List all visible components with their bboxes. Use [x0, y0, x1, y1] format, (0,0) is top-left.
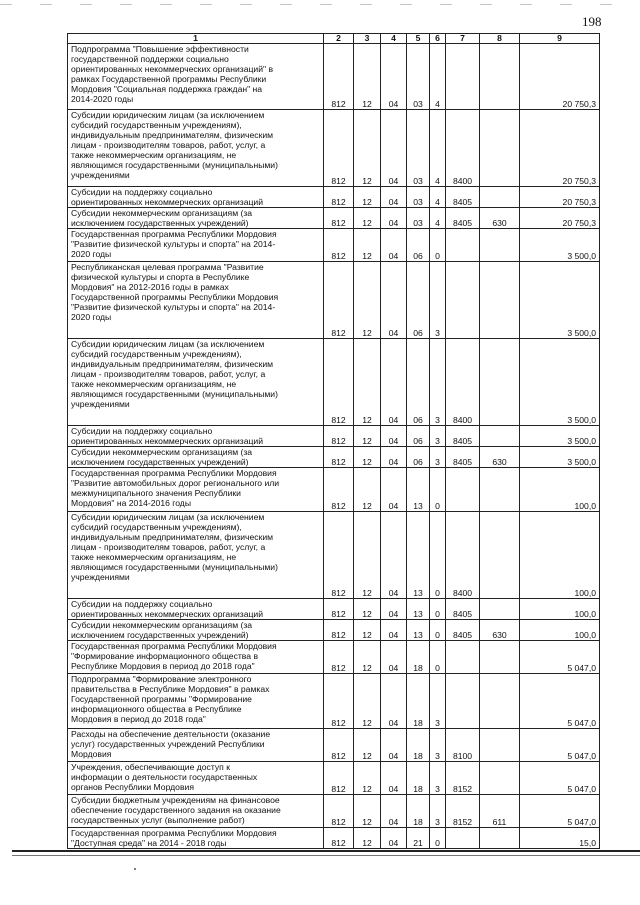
- row-cell-col-9: 100,0: [520, 599, 600, 620]
- row-cell-col-6: 3: [430, 795, 446, 828]
- row-cell-col-4: 04: [381, 44, 407, 110]
- row-cell-col-5: 03: [407, 44, 430, 110]
- row-cell-col-4: 04: [381, 110, 407, 187]
- row-cell-col-3: 12: [354, 447, 381, 468]
- row-cell-col-3: 12: [354, 468, 381, 512]
- header-row: [68, 34, 600, 44]
- row-cell-col-4: 04: [381, 762, 407, 795]
- row-cell-col-9: 5 047,0: [520, 795, 600, 828]
- header-col-5: 5: [407, 34, 430, 44]
- row-cell-col-2: 812: [324, 262, 354, 339]
- bottom-rule: [12, 850, 640, 852]
- row-cell-col-9: 3 500,0: [520, 262, 600, 339]
- row-cell-col-6: 4: [430, 208, 446, 229]
- row-cell-col-8: [480, 44, 520, 110]
- row-name-cell: Субсидии юридическим лицам (за исключением субсидий государственным учреждениям), индивидуальным предпринимателям, физическим лицам - производителям товаров, работ, услуг, а также некоммерческим организациям, не являющимся государственными (муниципальными) учреждениями: [68, 512, 324, 599]
- row-cell-col-8: [480, 512, 520, 599]
- table-row: [68, 795, 600, 828]
- row-name-cell: Субсидии бюджетным учреждениям на финансовое обеспечение государственного задания на оказание государственных услуг (выполнение работ): [68, 795, 324, 828]
- table-row: [68, 262, 600, 339]
- row-cell-col-6: 4: [430, 110, 446, 187]
- row-cell-col-3: 12: [354, 187, 381, 208]
- row-cell-col-5: 13: [407, 620, 430, 641]
- row-cell-col-4: 04: [381, 674, 407, 729]
- header-col-7: 7: [446, 34, 480, 44]
- row-cell-col-4: 04: [381, 187, 407, 208]
- table-row: [68, 599, 600, 620]
- row-cell-col-2: 812: [324, 426, 354, 447]
- row-name-cell: Учреждения, обеспечивающие доступ к информации о деятельности государственных органов Республики Мордовия: [68, 762, 324, 795]
- row-cell-col-9: 5 047,0: [520, 729, 600, 762]
- bottom-rule-thin: [12, 855, 640, 856]
- row-cell-col-2: 812: [324, 208, 354, 229]
- row-cell-col-8: [480, 110, 520, 187]
- header-col-2: 2: [324, 34, 354, 44]
- row-cell-col-2: 812: [324, 762, 354, 795]
- row-cell-col-9: 3 500,0: [520, 426, 600, 447]
- row-name-cell: Субсидии на поддержку социально ориентированных некоммерческих организаций: [68, 426, 324, 447]
- row-cell-col-9: 20 750,3: [520, 187, 600, 208]
- scan-edge-artifact: [0, 4, 640, 5]
- row-cell-col-4: 04: [381, 229, 407, 262]
- row-cell-col-6: 3: [430, 447, 446, 468]
- table-row: [68, 620, 600, 641]
- row-cell-col-2: 812: [324, 729, 354, 762]
- row-cell-col-5: 18: [407, 762, 430, 795]
- row-cell-col-6: 0: [430, 828, 446, 849]
- row-cell-col-5: 06: [407, 339, 430, 426]
- row-cell-col-9: 20 750,3: [520, 208, 600, 229]
- row-cell-col-5: 18: [407, 729, 430, 762]
- row-name-cell: Субсидии некоммерческим организациям (за исключением государственных учреждений): [68, 620, 324, 641]
- row-cell-col-2: 812: [324, 110, 354, 187]
- row-cell-col-8: [480, 599, 520, 620]
- row-cell-col-2: 812: [324, 187, 354, 208]
- row-cell-col-5: 18: [407, 641, 430, 674]
- row-cell-col-9: 3 500,0: [520, 447, 600, 468]
- row-cell-col-2: 812: [324, 229, 354, 262]
- header-col-9: 9: [520, 34, 600, 44]
- row-cell-col-7: 8405: [446, 426, 480, 447]
- table-row: [68, 208, 600, 229]
- row-name-cell: Субсидии некоммерческим организациям (за исключением государственных учреждений): [68, 208, 324, 229]
- row-cell-col-3: 12: [354, 620, 381, 641]
- row-cell-col-5: 03: [407, 110, 430, 187]
- row-cell-col-9: 100,0: [520, 512, 600, 599]
- row-cell-col-3: 12: [354, 599, 381, 620]
- row-cell-col-3: 12: [354, 641, 381, 674]
- row-cell-col-5: 06: [407, 426, 430, 447]
- row-cell-col-6: 0: [430, 641, 446, 674]
- row-cell-col-8: [480, 229, 520, 262]
- row-cell-col-9: 3 500,0: [520, 339, 600, 426]
- row-cell-col-7: [446, 44, 480, 110]
- row-cell-col-8: [480, 468, 520, 512]
- row-cell-col-7: 8405: [446, 447, 480, 468]
- row-cell-col-6: 3: [430, 674, 446, 729]
- row-cell-col-2: 812: [324, 795, 354, 828]
- row-cell-col-4: 04: [381, 641, 407, 674]
- header-col-6: 6: [430, 34, 446, 44]
- row-cell-col-8: [480, 828, 520, 849]
- table-row: [68, 110, 600, 187]
- page-number: 198: [582, 14, 602, 29]
- header-col-1: 1: [68, 34, 324, 44]
- budget-table: [67, 33, 600, 849]
- header-col-4: 4: [381, 34, 407, 44]
- row-cell-col-5: 06: [407, 262, 430, 339]
- table-row: [68, 729, 600, 762]
- row-cell-col-9: 5 047,0: [520, 674, 600, 729]
- row-name-cell: Республиканская целевая программа "Развитие физической культуры и спорта в Республике Мордовия" на 2012-2016 годы в рамках Государственной программы Республики Мордовия "Развитие физической культуры и спорта" на 2014- 2020 годы: [68, 262, 324, 339]
- row-cell-col-2: 812: [324, 512, 354, 599]
- row-name-cell: Государственная программа Республики Мордовия "Развитие физической культуры и спорта" на 2014- 2020 годы: [68, 229, 324, 262]
- row-name-cell: Подпрограмма "Формирование электронного правительства в Республике Мордовия" в рамках Государственной программы "Формирование информационного общества в Республике Мордовия в период до 2018 года": [68, 674, 324, 729]
- table-row: [68, 187, 600, 208]
- row-cell-col-6: 0: [430, 620, 446, 641]
- row-cell-col-5: 03: [407, 187, 430, 208]
- row-cell-col-5: 06: [407, 229, 430, 262]
- row-cell-col-7: 8100: [446, 729, 480, 762]
- table-row: [68, 828, 600, 849]
- row-cell-col-4: 04: [381, 599, 407, 620]
- header-col-3: 3: [354, 34, 381, 44]
- row-cell-col-2: 812: [324, 44, 354, 110]
- row-cell-col-7: 8405: [446, 187, 480, 208]
- row-cell-col-3: 12: [354, 729, 381, 762]
- row-cell-col-6: 4: [430, 187, 446, 208]
- row-cell-col-9: 5 047,0: [520, 762, 600, 795]
- row-cell-col-6: 3: [430, 729, 446, 762]
- row-cell-col-2: 812: [324, 447, 354, 468]
- row-cell-col-5: 13: [407, 599, 430, 620]
- row-cell-col-9: 20 750,3: [520, 110, 600, 187]
- row-cell-col-9: 100,0: [520, 620, 600, 641]
- row-cell-col-2: 812: [324, 620, 354, 641]
- row-cell-col-3: 12: [354, 828, 381, 849]
- table-row: [68, 468, 600, 512]
- row-cell-col-5: 18: [407, 674, 430, 729]
- row-cell-col-3: 12: [354, 512, 381, 599]
- row-cell-col-8: [480, 426, 520, 447]
- row-cell-col-7: 8400: [446, 110, 480, 187]
- table-row: [68, 44, 600, 110]
- row-cell-col-7: 8152: [446, 795, 480, 828]
- row-cell-col-2: 812: [324, 641, 354, 674]
- row-cell-col-4: 04: [381, 828, 407, 849]
- row-cell-col-6: 3: [430, 762, 446, 795]
- row-cell-col-3: 12: [354, 426, 381, 447]
- row-cell-col-8: [480, 762, 520, 795]
- row-cell-col-4: 04: [381, 795, 407, 828]
- table-row: [68, 512, 600, 599]
- table-row: [68, 426, 600, 447]
- row-cell-col-7: [446, 468, 480, 512]
- row-cell-col-4: 04: [381, 512, 407, 599]
- row-cell-col-5: 21: [407, 828, 430, 849]
- row-cell-col-4: 04: [381, 468, 407, 512]
- row-cell-col-2: 812: [324, 339, 354, 426]
- row-cell-col-4: 04: [381, 447, 407, 468]
- row-cell-col-6: 0: [430, 229, 446, 262]
- row-name-cell: Субсидии юридическим лицам (за исключением субсидий государственным учреждениям), индивидуальным предпринимателям, физическим лицам - производителям товаров, работ, услуг, а также некоммерческим организациям, не являющимся государственными (муниципальными) учреждениями: [68, 339, 324, 426]
- row-cell-col-6: 3: [430, 262, 446, 339]
- row-cell-col-4: 04: [381, 426, 407, 447]
- row-cell-col-8: [480, 339, 520, 426]
- row-cell-col-5: 13: [407, 512, 430, 599]
- row-cell-col-3: 12: [354, 110, 381, 187]
- row-cell-col-9: 15,0: [520, 828, 600, 849]
- row-cell-col-3: 12: [354, 262, 381, 339]
- table-row: [68, 229, 600, 262]
- row-cell-col-3: 12: [354, 229, 381, 262]
- row-cell-col-9: 20 750,3: [520, 44, 600, 110]
- row-cell-col-6: 4: [430, 44, 446, 110]
- row-cell-col-7: 8400: [446, 339, 480, 426]
- row-cell-col-8: [480, 187, 520, 208]
- row-name-cell: Государственная программа Республики Мордовия "Доступная среда" на 2014 - 2018 годы: [68, 828, 324, 849]
- row-cell-col-5: 06: [407, 447, 430, 468]
- row-cell-col-2: 812: [324, 674, 354, 729]
- row-name-cell: Государственная программа Республики Мордовия "Формирование информационного общества в Республике Мордовия в период до 2018 года": [68, 641, 324, 674]
- row-name-cell: Государственная программа Республики Мордовия "Развитие автомобильных дорог регионального или межмуниципального значения Республики Мордовия" на 2014-2016 годы: [68, 468, 324, 512]
- row-cell-col-9: 5 047,0: [520, 641, 600, 674]
- header-col-8: 8: [480, 34, 520, 44]
- row-cell-col-8: [480, 262, 520, 339]
- row-cell-col-8: 611: [480, 795, 520, 828]
- row-cell-col-4: 04: [381, 729, 407, 762]
- row-cell-col-4: 04: [381, 208, 407, 229]
- table-row: [68, 674, 600, 729]
- row-cell-col-5: 03: [407, 208, 430, 229]
- row-cell-col-8: [480, 729, 520, 762]
- row-cell-col-3: 12: [354, 762, 381, 795]
- row-cell-col-6: 0: [430, 599, 446, 620]
- row-cell-col-4: 04: [381, 339, 407, 426]
- row-cell-col-5: 13: [407, 468, 430, 512]
- row-cell-col-8: 630: [480, 620, 520, 641]
- row-cell-col-7: [446, 262, 480, 339]
- row-cell-col-7: 8152: [446, 762, 480, 795]
- row-cell-col-6: 3: [430, 426, 446, 447]
- row-cell-col-4: 04: [381, 262, 407, 339]
- row-cell-col-3: 12: [354, 44, 381, 110]
- table-row: [68, 447, 600, 468]
- row-cell-col-7: 8400: [446, 512, 480, 599]
- row-name-cell: Подпрограмма "Повышение эффективности государственной поддержки социально ориентированных некоммерческих организаций" в рамках Государственной программы Республики Мордовия "Социальная поддержка граждан" на 2014-2020 годы: [68, 44, 324, 110]
- row-cell-col-2: 812: [324, 468, 354, 512]
- table-row: [68, 641, 600, 674]
- row-cell-col-6: 0: [430, 468, 446, 512]
- row-cell-col-2: 812: [324, 828, 354, 849]
- row-cell-col-2: 812: [324, 599, 354, 620]
- row-name-cell: Расходы на обеспечение деятельности (оказание услуг) государственных учреждений Республики Мордовия: [68, 729, 324, 762]
- row-cell-col-8: 630: [480, 447, 520, 468]
- table-row: [68, 762, 600, 795]
- row-cell-col-8: 630: [480, 208, 520, 229]
- row-cell-col-8: [480, 674, 520, 729]
- row-cell-col-8: [480, 641, 520, 674]
- row-cell-col-9: 3 500,0: [520, 229, 600, 262]
- table-row: [68, 339, 600, 426]
- row-cell-col-7: [446, 229, 480, 262]
- row-cell-col-3: 12: [354, 674, 381, 729]
- row-cell-col-3: 12: [354, 208, 381, 229]
- row-cell-col-3: 12: [354, 795, 381, 828]
- row-cell-col-5: 18: [407, 795, 430, 828]
- row-name-cell: Субсидии на поддержку социально ориентированных некоммерческих организаций: [68, 599, 324, 620]
- row-cell-col-7: 8405: [446, 208, 480, 229]
- row-cell-col-9: 100,0: [520, 468, 600, 512]
- scan-speck: [134, 868, 136, 870]
- row-cell-col-3: 12: [354, 339, 381, 426]
- row-cell-col-7: 8405: [446, 620, 480, 641]
- row-cell-col-7: [446, 828, 480, 849]
- row-cell-col-6: 3: [430, 339, 446, 426]
- row-cell-col-7: [446, 674, 480, 729]
- row-cell-col-4: 04: [381, 620, 407, 641]
- row-name-cell: Субсидии некоммерческим организациям (за исключением государственных учреждений): [68, 447, 324, 468]
- row-cell-col-7: [446, 641, 480, 674]
- row-cell-col-6: 0: [430, 512, 446, 599]
- row-name-cell: Субсидии на поддержку социально ориентированных некоммерческих организаций: [68, 187, 324, 208]
- row-cell-col-7: 8405: [446, 599, 480, 620]
- row-name-cell: Субсидии юридическим лицам (за исключением субсидий государственным учреждениям), индивидуальным предпринимателям, физическим лицам - производителям товаров, работ, услуг, а также некоммерческим организациям, не являющимся государственными (муниципальными) учреждениями: [68, 110, 324, 187]
